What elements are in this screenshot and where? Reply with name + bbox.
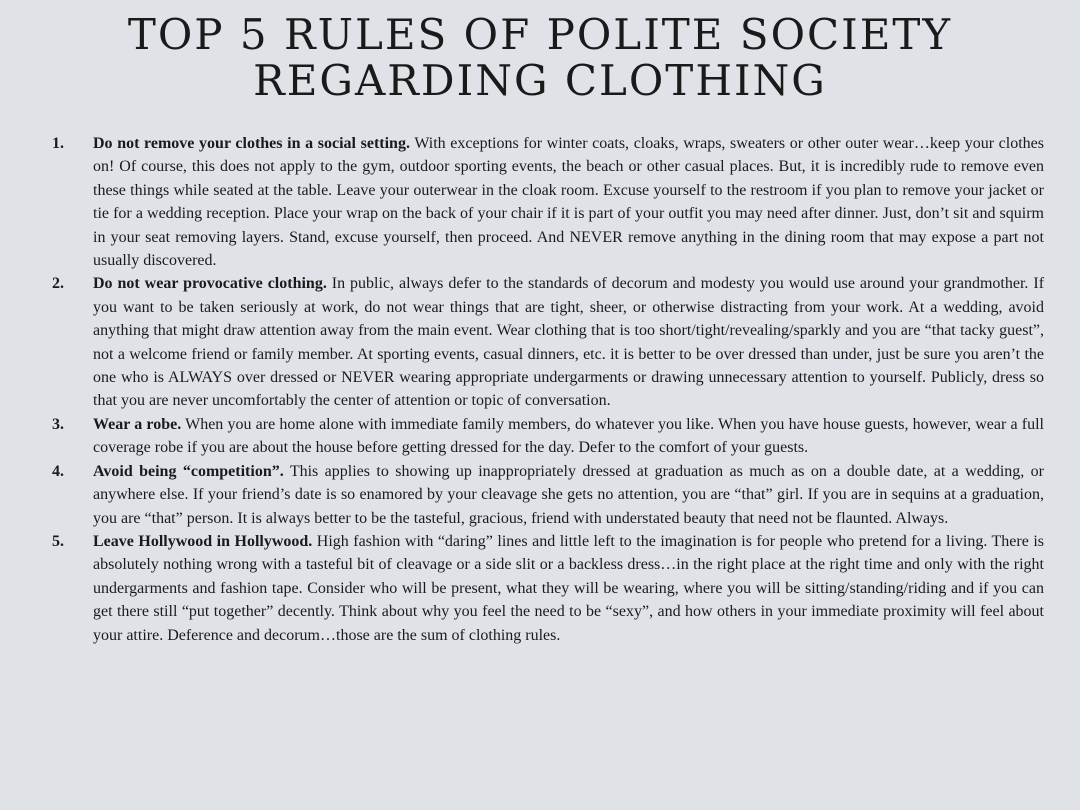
rule-number: 1. (52, 135, 64, 152)
rules-list (52, 132, 1044, 647)
rule-body (93, 460, 1044, 530)
rule-heading: Do not remove your clothes in a social setting. (93, 135, 410, 152)
list-item (52, 132, 1044, 272)
title-line-2: REGARDING CLOTHING (253, 56, 827, 105)
rule-heading: Leave Hollywood in Hollywood. (93, 532, 313, 550)
rule-body (93, 272, 1044, 412)
list-item (52, 272, 1044, 412)
title-line-1: TOP 5 RULES OF POLITE SOCIETY (127, 10, 953, 59)
rule-text: With exceptions for winter coats, cloaks, wraps, sweaters or other outer wear…keep your clothes on! Of course, this does not apply to the gym, outdoor sporting events, the beach or other casual places. But, it is incredibly rude to remove even these things while seated at the table. Leave your outerwear in the cloak room. Excuse yourself to the restroom if you plan to remove your jacket or tie for a wedding reception. Place your wrap on the back of your chair if it is part of your outfit you may need after dinner. Just, don’t sit and squirm in your seat removing layers. Stand, excuse yourself, then proceed. And NEVER remove anything in the dining room that may expose a part not usually discovered. (93, 135, 1044, 270)
rule-heading: Wear a robe. (93, 415, 182, 433)
page-title (0, 0, 1080, 104)
list-item (52, 460, 1044, 530)
rule-number: 5. (52, 532, 64, 550)
rule-text: High fashion with “daring” lines and little left to the imagination is for people who pretend for a living. There is absolutely nothing wrong with a tasteful bit of cleavage or a side slit or a backless dress…in the right place at the right time and only with the right undergarments and fashion tape. Consider who will be present, what they will be wearing, where you will be sitting/standing/riding and if you can get there still “put together” decently. Think about why you feel the need to be “sexy”, and how others in your immediate proximity will feel about your attire. Deference and decorum…those are the sum of clothing rules. (93, 532, 1045, 644)
rule-text: In public, always defer to the standards of decorum and modesty you would use around your grandmother. If you want to be taken seriously at work, do not wear things that are tight, sheer, or otherwise distracting from your work. At a wedding, avoid anything that might draw attention away from the main event. Wear clothing that is too short/tight/revealing/sparkly and you are “that tacky guest”, not a welcome friend or family member. At sporting events, casual dinners, etc. it is better to be over dressed than under, just be sure you aren’t the one who is ALWAYS over dressed or NEVER wearing appropriate undergarments or drawing unnecessary attention to yourself. Publicly, dress so that you are never uncomfortably the center of attention or topic of conversation. (93, 275, 1045, 410)
list-item (52, 530, 1044, 647)
rule-body (93, 132, 1044, 272)
rule-text: When you are home alone with immediate family members, do whatever you like. When you have house guests, however, wear a full coverage robe if you are about the house before getting dressed for the day. Defer to the comfort of your guests. (93, 415, 1044, 457)
rule-number: 2. (52, 275, 64, 293)
rule-body (93, 530, 1044, 647)
rule-number: 3. (52, 415, 64, 433)
list-item (52, 413, 1044, 460)
rule-text: This applies to showing up inappropriately dressed at graduation as much as on a double date, at a wedding, or anywhere else. If your friend’s date is so enamored by your cleavage she gets no attention, you are “that” girl. If you are in sequins at a graduation, you are “that” person. It is always better to be the tasteful, gracious, friend with understated beauty that need not be flaunted. Always. (93, 462, 1044, 527)
rule-body (93, 413, 1044, 460)
rule-heading: Avoid being “competition”. (93, 462, 284, 480)
rule-heading: Do not wear provocative clothing. (93, 275, 327, 293)
rule-number: 4. (52, 462, 64, 480)
